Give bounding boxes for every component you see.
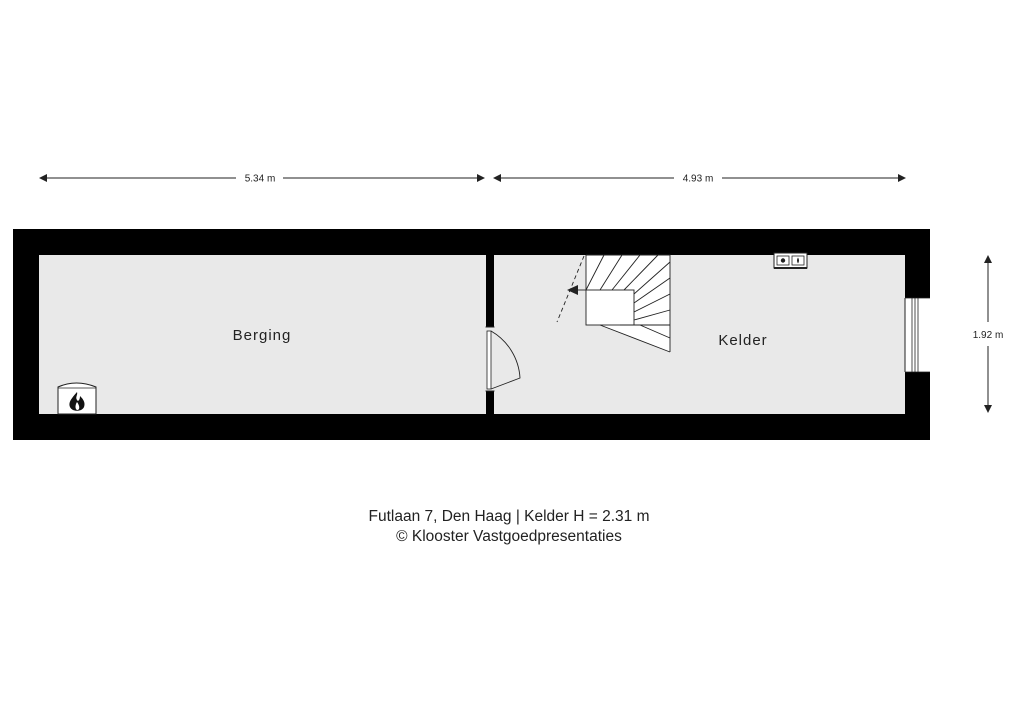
window [905,298,930,372]
dimension-label-side: 1.92 m [972,330,1004,341]
caption-address: Futlaan 7, Den Haag | Kelder H = 2.31 m [368,508,650,525]
caption-copyright: © Klooster Vastgoedpresentaties [396,528,622,545]
flame-icon [58,383,96,414]
dimension-top-right [494,174,905,185]
meter-icon [774,253,807,268]
dimension-label-right: 4.93 m [682,173,714,185]
dimension-label-left: 5.34 m [244,173,276,185]
dimension-top-left [40,174,484,185]
dimension-right-side [973,256,1004,412]
floor-kelder [494,255,905,414]
room-label-berging: Berging [232,327,292,344]
room-label-kelder: Kelder [718,332,768,349]
